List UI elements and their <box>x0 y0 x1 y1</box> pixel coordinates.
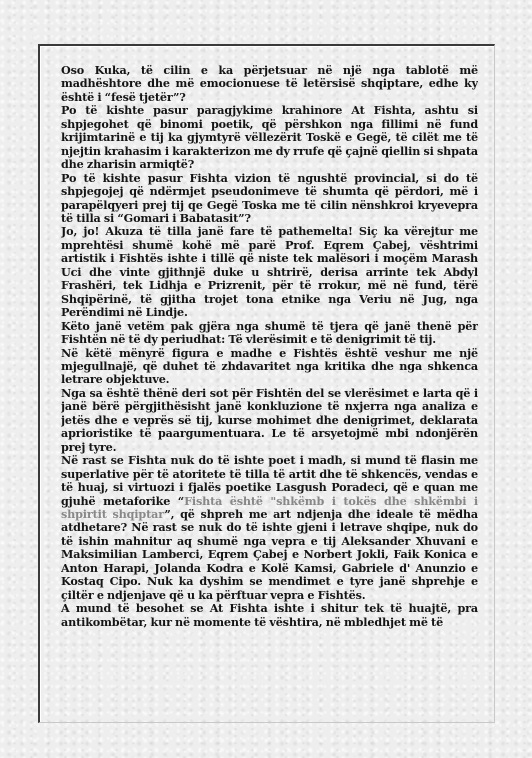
paragraph-regional-prejudice: Po të kishte pasur paragjykime krahinore At Fishta, ashtu si shpjegohet që binomi poetik, që përshkon nga fillimi në fund krijimtarinë e tij ka gjymtyrë vëllezërit Toskë e Gegë, të cilët me të njejtin krahasim i karakterizon me dy rrufe që çajnë qiellin si shpata dhe zharisin armiqtë? <box>61 103 478 172</box>
paragraph-evaluations: Nga sa është thënë deri sot për Fishtën del se vlerësimet e larta që i janë bërë përgjithësisht janë konkluzione të nxjerra nga analiza e jetës dhe e veprës së tij, kurse mohimet dhe denigrimet, deklarata aprioristike të paargumentuara. Le të arsyetojmë mbi ndonjërën prej tyre. <box>61 385 478 454</box>
paragraph-great-poet <box>61 454 478 602</box>
paragraph-oso-kuka: Oso Kuka, të cilin e ka përjetsuar në një nga tablotë më madhështore dhe më emocionuese të letërsisë shqiptare, edhe ky është i “fesë tjetër”? <box>61 64 478 104</box>
paragraph-fog: Në këtë mënyrë figura e madhe e Fishtës është veshur me një mjegullnajë, që duhet të zhdavaritet nga kritika dhe nga shkenca letrare objektuve. <box>61 345 478 387</box>
poradeci-quote: Fishta është "shkëmb i tokës dhe shkëmbi i shpirtit shqiptar <box>61 493 478 521</box>
paragraph-provincial-vision: Po të kishte pasur Fishta vizion të ngushtë provincial, si do të shpjegojej që ndërmjet pseudonimeve të shumta që përdori, më i parapëlqyeri prej tij qe Gegë Toska me të cilin nënshkroi kryevepra të tilla si “Gomari i Babatasit”? <box>61 170 478 225</box>
paragraph-two-periods: Këto janë vetëm pak gjëra nga shumë të tjera që janë thenë për Fishtën në të dy periudhat: Të vlerësimit e të denigrimit të tij. <box>61 318 478 347</box>
article-text <box>61 64 478 736</box>
paragraph-great-poet-text-start: Në rast se Fishta nuk do të ishte poet i madh, si mund të flasin me superlative për të atoritete të tilla të artit dhe të shkencës, vendas e të huaj, si virtuozi i fjalës poetike Lasgush Poradeci, që e quan me gjuhë metaforike “ <box>61 453 478 508</box>
paragraph-great-poet-text-end: ”, që shpreh me art ndjenja dhe ideale të mëdha atdhetare? Në rast se nuk do të ishte gjeni i letrave shqipe, nuk do të ishin mahnitur aq shumë nga vepra e tij Aleksander Xhuvani e Maksimilian Lamberci, Eqrem Çabej e Norbert Jokli, Faik Konica e Anton Harapi, Jolanda Kodra e Kolë Kamsi, Gabriele d' Anunzio e Kostaq Cipo. Nuk ka dyshim se mendimet e tyre janë shprehje e çiltër e ndjenjave që u ka përftuar vepra e Fishtës. <box>61 506 478 602</box>
paragraph-antinational: A mund të besohet se At Fishta ishte i shitur tek të huajtë, pra antikombëtar, kur në momente të vështira, në mbledhjet më të <box>61 601 478 629</box>
paragraph-cabej-view: Jo, jo! Akuza të tilla janë fare të pathemelta! Siç ka vërejtur me mprehtësi shumë kohë më parë Prof. Eqrem Çabej, vështrimi artistik i Fishtës ishte i tillë që niste tek malësori i moçëm Marash Uci dhe vinte gjithnjë duke u shtrirë, derisa arrinte tek Abdyl Frashëri, tek Lidhja e Prizrenit, për të rrokur, më në fund, tërë Shqipërinë, të gjitha trojet tona etnike nga Veriu në Jug, nga Perëndimi në Lindje. <box>61 224 478 320</box>
